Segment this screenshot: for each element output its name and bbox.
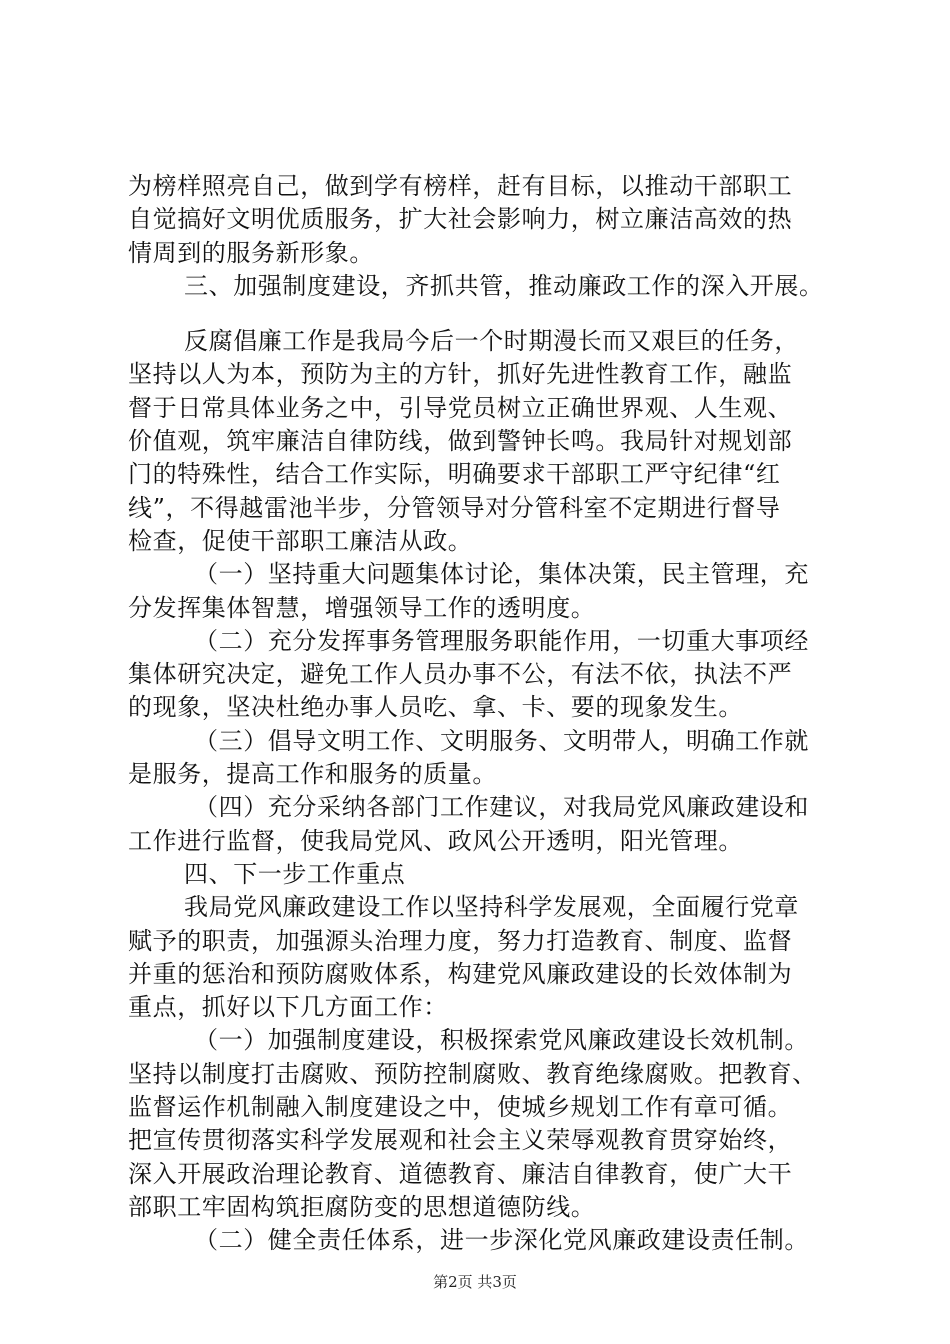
text-line: 价值观，筑牢廉洁自律防线，做到警钟长鸣。我局针对规划部 bbox=[128, 427, 793, 456]
list-item: （一）坚持重大问题集体讨论，集体决策，民主管理，充 bbox=[194, 560, 809, 589]
page-footer bbox=[0, 1272, 950, 1292]
list-item: （二）充分发挥事务管理服务职能作用，一切重大事项经 bbox=[194, 626, 809, 655]
list-item: （一）加强制度建设，积极探索党风廉政建设长效机制。 bbox=[194, 1026, 809, 1055]
text-line: 自觉搞好文明优质服务，扩大社会影响力，树立廉洁高效的热 bbox=[128, 205, 793, 234]
document-body bbox=[128, 170, 848, 1258]
text-line: 赋予的职责，加强源头治理力度，努力打造教育、制度、监督 bbox=[128, 926, 793, 955]
text-line: 是服务，提高工作和服务的质量。 bbox=[128, 760, 497, 789]
text-line: 坚持以人为本，预防为主的方针，抓好先进性教育工作，融监 bbox=[128, 360, 793, 389]
text-line: 深入开展政治理论教育、道德教育、廉洁自律教育，使广大干 bbox=[128, 1159, 793, 1188]
text-line: 部职工牢固构筑拒腐防变的思想道德防线。 bbox=[128, 1192, 596, 1221]
text-line: 监督运作机制融入制度建设之中，使城乡规划工作有章可循。 bbox=[128, 1093, 793, 1122]
page-number: 第2页 共3页 bbox=[433, 1273, 517, 1291]
text-line: 坚持以制度打击腐败、预防控制腐败、教育绝缘腐败。把教育、 bbox=[128, 1059, 817, 1088]
text-line: 反腐倡廉工作是我局今后一个时期漫长而又艰巨的任务， bbox=[184, 327, 799, 356]
text-line: 情周到的服务新形象。 bbox=[128, 238, 374, 267]
list-item: （四）充分采纳各部门工作建议，对我局党风廉政建设和 bbox=[194, 793, 809, 822]
text-line: 线”，不得越雷池半步，分管领导对分管科室不定期进行督导 bbox=[128, 493, 781, 522]
text-line: 并重的惩治和预防腐败体系，构建党风廉政建设的长效体制为 bbox=[128, 959, 793, 988]
text-line: 检查，促使干部职工廉洁从政。 bbox=[128, 526, 473, 555]
section-heading: 三、加强制度建设，齐抓共管，推动廉政工作的深入开展。 bbox=[184, 271, 824, 300]
text-line: 督于日常具体业务之中，引导党员树立正确世界观、人生观、 bbox=[128, 393, 793, 422]
text-line: 分发挥集体智慧，增强领导工作的透明度。 bbox=[128, 593, 596, 622]
text-line: 的现象，坚决杜绝办事人员吃、拿、卡、要的现象发生。 bbox=[128, 693, 743, 722]
text-line: 重点，抓好以下几方面工作： bbox=[128, 993, 448, 1022]
section-heading: 四、下一步工作重点 bbox=[184, 859, 406, 888]
list-item: （二）健全责任体系，进一步深化党风廉政建设责任制。 bbox=[194, 1226, 809, 1255]
text-line: 集体研究决定，避免工作人员办事不公，有法不依，执法不严 bbox=[128, 660, 793, 689]
text-line: 门的特殊性，结合工作实际，明确要求干部职工严守纪律“红 bbox=[128, 460, 781, 489]
text-line: 我局党风廉政建设工作以坚持科学发展观，全面履行党章 bbox=[184, 893, 799, 922]
paragraph-gap bbox=[128, 303, 848, 325]
text-line: 把宣传贯彻落实科学发展观和社会主义荣辱观教育贯穿始终， bbox=[128, 1126, 793, 1155]
text-line: 工作进行监督，使我局党风、政风公开透明，阳光管理。 bbox=[128, 826, 743, 855]
text-line: 为榜样照亮自己，做到学有榜样，赶有目标，以推动干部职工 bbox=[128, 172, 793, 200]
list-item: （三）倡导文明工作、文明服务、文明带人，明确工作就 bbox=[194, 726, 809, 755]
